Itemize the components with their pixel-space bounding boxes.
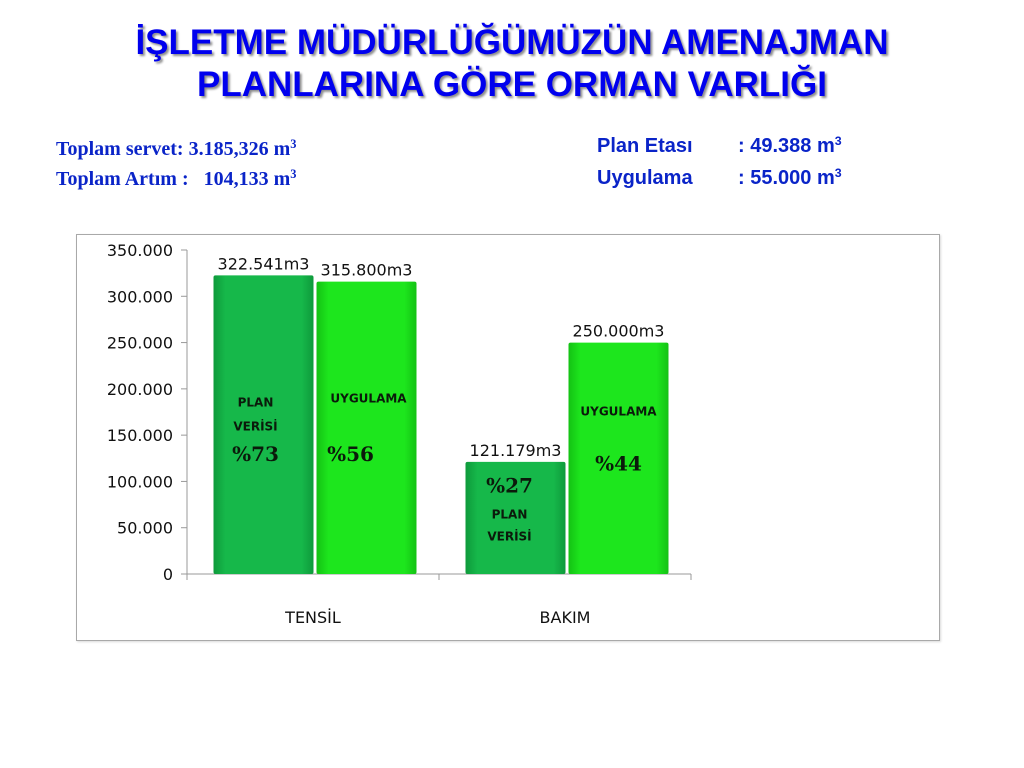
plan-verisi-label-1-line2: VERİSİ	[487, 529, 532, 544]
title-line-1: İŞLETME MÜDÜRLÜĞÜMÜZÜN AMENAJMAN	[135, 23, 889, 62]
toplam-servet-label: Toplam servet:	[56, 138, 189, 160]
toplam-servet-value: 3.185,326 m	[188, 138, 291, 160]
percent-plan-1: %27	[486, 473, 533, 498]
toplam-servet	[56, 134, 296, 164]
data-label-plan-1: 121.179m3	[469, 440, 562, 460]
uygulama-label: Uygulama	[597, 167, 693, 189]
plan-verisi-label-1-line1: PLAN	[491, 507, 528, 522]
y-tick-label: 250.000	[106, 333, 173, 353]
toplam-servet-unit-exp: 3	[290, 137, 297, 152]
plan-etasi-label: Plan Etası	[597, 135, 693, 157]
chart-area	[76, 234, 940, 641]
bar-chart	[77, 235, 939, 640]
plan-etasi-value: : 49.388 m	[738, 135, 835, 157]
uygulama-label-1: UYGULAMA	[580, 404, 657, 419]
percent-plan-0: %73	[232, 442, 279, 467]
y-tick-label: 200.000	[106, 379, 173, 399]
y-tick-label: 50.000	[117, 518, 173, 538]
plan-etasi-value-wrap	[738, 130, 842, 162]
plan-verisi-label-0-line1: PLAN	[237, 395, 274, 410]
plan-verisi-label-0-line2: VERİSİ	[233, 419, 278, 434]
data-label-uygulama-1: 250.000m3	[572, 321, 665, 341]
bar-uygulama-0	[317, 282, 417, 574]
y-tick-label: 100.000	[106, 472, 173, 492]
y-tick-label: 350.000	[106, 241, 173, 260]
title-line-2: PLANLARINA GÖRE ORMAN VARLIĞI	[197, 65, 827, 104]
toplam-artim-label: Toplam Artım :	[56, 168, 204, 190]
summary-left	[56, 134, 296, 194]
page-title	[0, 22, 1024, 106]
y-tick-label: 150.000	[106, 426, 173, 446]
uygulama-value-wrap	[738, 162, 842, 194]
data-label-uygulama-0: 315.800m3	[320, 260, 413, 280]
y-tick-label: 300.000	[106, 287, 173, 307]
x-tick-label: BAKIM	[539, 608, 591, 627]
toplam-artim-unit-exp: 3	[290, 167, 297, 182]
percent-uygulama-0: %56	[327, 442, 374, 467]
x-tick-label: TENSİL	[285, 608, 341, 627]
y-tick-label: 0	[162, 565, 173, 584]
uygulama-value: : 55.000 m	[738, 167, 835, 189]
toplam-artim	[56, 164, 296, 194]
uygulama-unit-exp: 3	[834, 166, 842, 181]
toplam-artim-value: 104,133 m	[203, 168, 291, 190]
plan-etasi-unit-exp: 3	[834, 134, 842, 149]
data-label-plan-0: 322.541m3	[217, 254, 310, 274]
uygulama-label-0: UYGULAMA	[330, 391, 407, 406]
percent-uygulama-1: %44	[595, 451, 642, 476]
